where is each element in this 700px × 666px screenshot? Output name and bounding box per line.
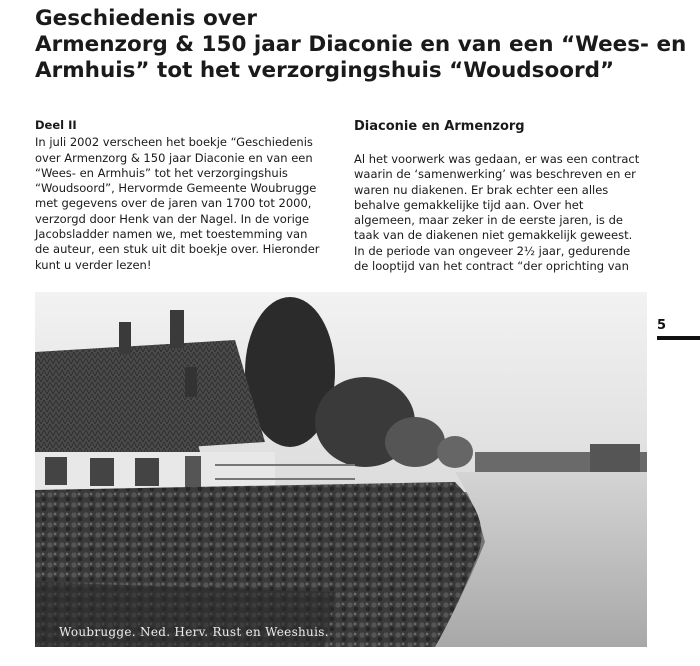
text-line: waren nu diakenen. Er brak echter een alles bbox=[354, 182, 609, 197]
title-line: Armhuis” tot het verzorgingshuis “Woudsoord” bbox=[35, 58, 615, 83]
photo-caption: Woubrugge. Ned. Herv. Rust en Weeshuis. bbox=[59, 625, 329, 639]
text-line: taak van de diakenen niet gemakkelijk geweest. bbox=[354, 228, 633, 243]
body-paragraph bbox=[354, 152, 654, 274]
text-line: “Woudsoord”, Hervormde Gemeente Woubrugge bbox=[35, 181, 317, 196]
text-line: In juli 2002 verscheen het boekje “Geschiedenis bbox=[35, 135, 313, 150]
text-line: de auteur, een stuk uit dit boekje over. Hieronder bbox=[35, 242, 320, 257]
text-line: de looptijd van het contract “der oprichting van bbox=[354, 259, 629, 274]
section-heading: Diaconie en Armenzorg bbox=[354, 119, 525, 134]
text-line: “Wees- en Armhuis” tot het verzorgingshuis bbox=[35, 165, 288, 180]
page-number-rule bbox=[657, 336, 700, 340]
part-subheading: Deel II bbox=[35, 118, 77, 132]
intro-paragraph bbox=[35, 135, 335, 273]
left-column bbox=[35, 118, 335, 273]
photo-illustration bbox=[35, 292, 647, 647]
text-line: kunt u verder lezen! bbox=[35, 257, 152, 272]
text-line: Al het voorwerk was gedaan, er was een contract bbox=[354, 152, 640, 166]
text-line: algemeen, maar zeker in de eerste jaren, is de bbox=[354, 213, 623, 228]
title-line: Geschiedenis over bbox=[35, 6, 257, 31]
text-line: Jacobsladder namen we, met toestemming van bbox=[35, 227, 308, 242]
article-title bbox=[35, 6, 687, 84]
text-line: met gegevens over de jaren van 1700 tot 2000, bbox=[35, 196, 312, 211]
page-number: 5 bbox=[657, 318, 667, 333]
text-line: waarin de ‘samenwerking’ was beschreven en er bbox=[354, 167, 636, 182]
title-line: Armenzorg & 150 jaar Diaconie en van een “Wees- en bbox=[35, 32, 687, 57]
right-column bbox=[354, 118, 654, 274]
historic-photo bbox=[35, 292, 647, 647]
text-line: behalve gemakkelijke tijd aan. Over het bbox=[354, 197, 584, 212]
text-line: verzorgd door Henk van der Nagel. In de vorige bbox=[35, 211, 310, 226]
text-line: In de periode van ongeveer 2½ jaar, gedurende bbox=[354, 243, 631, 258]
text-line: over Armenzorg & 150 jaar Diaconie en van een bbox=[35, 150, 313, 165]
